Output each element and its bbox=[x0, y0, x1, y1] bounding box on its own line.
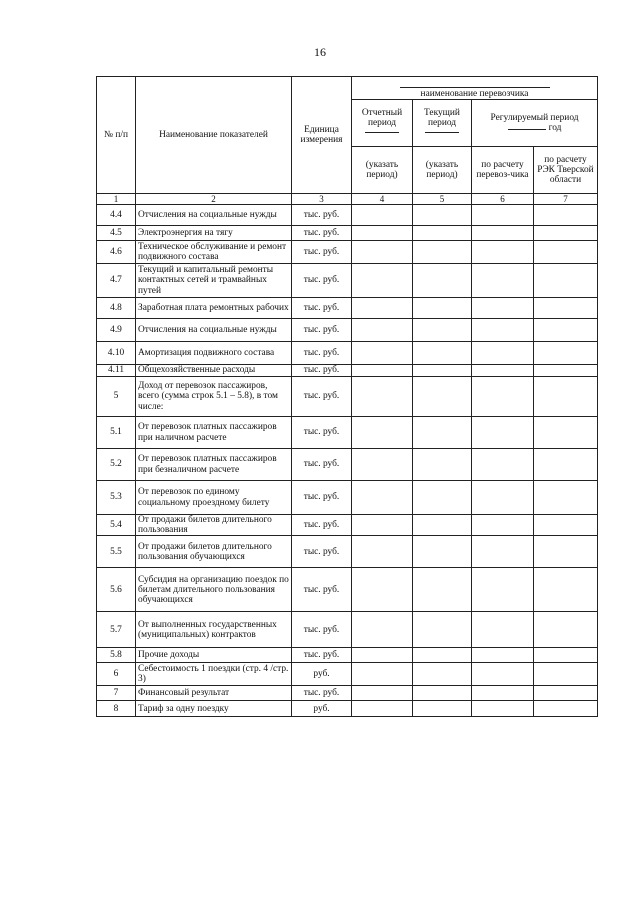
value-cell-col-6[interactable] bbox=[472, 612, 534, 648]
value-cell-col-4[interactable] bbox=[352, 264, 413, 298]
row-name: Заработная плата ремонтных рабочих bbox=[136, 298, 292, 319]
table-row bbox=[97, 342, 598, 365]
value-cell-col-6[interactable] bbox=[472, 342, 534, 365]
header-regulated-period: Регулируемый период год bbox=[472, 100, 598, 147]
row-number: 5.1 bbox=[97, 417, 136, 449]
header-current-period: Текущий период bbox=[413, 100, 472, 147]
row-unit: тыс. руб. bbox=[292, 226, 352, 241]
row-name: От продажи билетов длительного пользования bbox=[136, 515, 292, 536]
table-row bbox=[97, 417, 598, 449]
col-index: 5 bbox=[413, 194, 472, 205]
value-cell-col-7[interactable] bbox=[534, 342, 598, 365]
column-index-row bbox=[97, 194, 598, 205]
header-specify-period-5: (указать период) bbox=[413, 147, 472, 194]
row-number: 8 bbox=[97, 701, 136, 717]
row-name: Субсидия на организацию поездок по билетам длительного пользования обучающихся bbox=[136, 568, 292, 612]
row-unit: тыс. руб. bbox=[292, 205, 352, 226]
table-row bbox=[97, 515, 598, 536]
row-name: Отчисления на социальные нужды bbox=[136, 319, 292, 342]
header-num: № п/п bbox=[97, 77, 136, 194]
value-cell-col-4[interactable] bbox=[352, 205, 413, 226]
value-cell-col-5[interactable] bbox=[413, 417, 472, 449]
report-table bbox=[96, 76, 598, 717]
value-cell-col-6[interactable] bbox=[472, 264, 534, 298]
row-unit: тыс. руб. bbox=[292, 568, 352, 612]
value-cell-col-6[interactable] bbox=[472, 648, 534, 663]
table-row bbox=[97, 481, 598, 515]
row-name: Отчисления на социальные нужды bbox=[136, 205, 292, 226]
value-cell-col-5[interactable] bbox=[413, 365, 472, 377]
value-cell-col-6[interactable] bbox=[472, 226, 534, 241]
row-unit: тыс. руб. bbox=[292, 536, 352, 568]
value-cell-col-7[interactable] bbox=[534, 612, 598, 648]
value-cell-col-4[interactable] bbox=[352, 342, 413, 365]
value-cell-col-6[interactable] bbox=[472, 568, 534, 612]
table-row bbox=[97, 298, 598, 319]
value-cell-col-4[interactable] bbox=[352, 686, 413, 701]
value-cell-col-5[interactable] bbox=[413, 663, 472, 686]
table-row bbox=[97, 663, 598, 686]
row-unit: тыс. руб. bbox=[292, 319, 352, 342]
row-name: От перевозок платных пассажиров при безналичном расчете bbox=[136, 449, 292, 481]
col-index: 7 bbox=[534, 194, 598, 205]
value-cell-col-4[interactable] bbox=[352, 417, 413, 449]
value-cell-col-5[interactable] bbox=[413, 568, 472, 612]
row-number: 5.6 bbox=[97, 568, 136, 612]
header-name: Наименование показателей bbox=[136, 77, 292, 194]
header-carrier-label: наименование перевозчика bbox=[420, 88, 529, 99]
row-name: Доход от перевозок пассажиров, всего (сумма строк 5.1 – 5.8), в том числе: bbox=[136, 377, 292, 417]
row-unit: тыс. руб. bbox=[292, 612, 352, 648]
row-number: 4.6 bbox=[97, 241, 136, 264]
value-cell-col-7[interactable] bbox=[534, 417, 598, 449]
row-name: Тариф за одну поездку bbox=[136, 701, 292, 717]
row-name: От продажи билетов длительного пользования обучающихся bbox=[136, 536, 292, 568]
value-cell-col-6[interactable] bbox=[472, 377, 534, 417]
reporting-blank-line bbox=[365, 132, 399, 133]
row-name: От перевозок по единому социальному проездному билету bbox=[136, 481, 292, 515]
row-unit: руб. bbox=[292, 663, 352, 686]
value-cell-col-7[interactable] bbox=[534, 536, 598, 568]
row-number: 6 bbox=[97, 663, 136, 686]
table-row bbox=[97, 449, 598, 481]
row-number: 4.8 bbox=[97, 298, 136, 319]
header-by-rek: по расчету РЭК Тверской области bbox=[534, 147, 598, 194]
value-cell-col-4[interactable] bbox=[352, 298, 413, 319]
row-name: Себестоимость 1 поездки (стр. 4 /стр. 3) bbox=[136, 663, 292, 686]
value-cell-col-6[interactable] bbox=[472, 449, 534, 481]
row-unit: тыс. руб. bbox=[292, 377, 352, 417]
row-unit: тыс. руб. bbox=[292, 686, 352, 701]
value-cell-col-4[interactable] bbox=[352, 536, 413, 568]
value-cell-col-6[interactable] bbox=[472, 319, 534, 342]
row-unit: тыс. руб. bbox=[292, 365, 352, 377]
col-index: 3 bbox=[292, 194, 352, 205]
value-cell-col-7[interactable] bbox=[534, 298, 598, 319]
row-number: 4.11 bbox=[97, 365, 136, 377]
table-row bbox=[97, 226, 598, 241]
value-cell-col-6[interactable] bbox=[472, 701, 534, 717]
row-number: 4.7 bbox=[97, 264, 136, 298]
value-cell-col-7[interactable] bbox=[534, 226, 598, 241]
header-specify-period-4: (указать период) bbox=[352, 147, 413, 194]
value-cell-col-4[interactable] bbox=[352, 226, 413, 241]
value-cell-col-4[interactable] bbox=[352, 663, 413, 686]
value-cell-col-5[interactable] bbox=[413, 226, 472, 241]
value-cell-col-5[interactable] bbox=[413, 481, 472, 515]
value-cell-col-4[interactable] bbox=[352, 319, 413, 342]
row-unit: тыс. руб. bbox=[292, 417, 352, 449]
value-cell-col-5[interactable] bbox=[413, 515, 472, 536]
col-index: 4 bbox=[352, 194, 413, 205]
row-name: Техническое обслуживание и ремонт подвижного состава bbox=[136, 241, 292, 264]
row-number: 4.9 bbox=[97, 319, 136, 342]
value-cell-col-5[interactable] bbox=[413, 449, 472, 481]
table-row bbox=[97, 686, 598, 701]
value-cell-col-4[interactable] bbox=[352, 701, 413, 717]
value-cell-col-5[interactable] bbox=[413, 536, 472, 568]
value-cell-col-5[interactable] bbox=[413, 298, 472, 319]
value-cell-col-7[interactable] bbox=[534, 449, 598, 481]
row-unit: тыс. руб. bbox=[292, 342, 352, 365]
row-name: Амортизация подвижного состава bbox=[136, 342, 292, 365]
row-number: 5.2 bbox=[97, 449, 136, 481]
value-cell-col-7[interactable] bbox=[534, 701, 598, 717]
table-row bbox=[97, 365, 598, 377]
header-reporting-period: Отчетный период bbox=[352, 100, 413, 147]
row-number: 7 bbox=[97, 686, 136, 701]
row-unit: тыс. руб. bbox=[292, 648, 352, 663]
row-unit: тыс. руб. bbox=[292, 298, 352, 319]
page-number: 16 bbox=[314, 45, 326, 59]
table-row bbox=[97, 536, 598, 568]
value-cell-col-5[interactable] bbox=[413, 377, 472, 417]
table-row bbox=[97, 241, 598, 264]
row-unit: тыс. руб. bbox=[292, 241, 352, 264]
row-name: Электроэнергия на тягу bbox=[136, 226, 292, 241]
row-name: Финансовый результат bbox=[136, 686, 292, 701]
value-cell-col-5[interactable] bbox=[413, 264, 472, 298]
table-row bbox=[97, 319, 598, 342]
value-cell-col-4[interactable] bbox=[352, 648, 413, 663]
row-name: От выполненных государственных (муниципальных) контрактов bbox=[136, 612, 292, 648]
row-unit: тыс. руб. bbox=[292, 515, 352, 536]
value-cell-col-7[interactable] bbox=[534, 515, 598, 536]
row-number: 4.4 bbox=[97, 205, 136, 226]
value-cell-col-6[interactable] bbox=[472, 686, 534, 701]
value-cell-col-6[interactable] bbox=[472, 515, 534, 536]
value-cell-col-5[interactable] bbox=[413, 342, 472, 365]
row-name: Прочие доходы bbox=[136, 648, 292, 663]
header-by-carrier: по расчету перевоз-чика bbox=[472, 147, 534, 194]
value-cell-col-6[interactable] bbox=[472, 298, 534, 319]
table-row bbox=[97, 205, 598, 226]
value-cell-col-4[interactable] bbox=[352, 612, 413, 648]
value-cell-col-4[interactable] bbox=[352, 515, 413, 536]
row-unit: тыс. руб. bbox=[292, 264, 352, 298]
table-row bbox=[97, 648, 598, 663]
value-cell-col-5[interactable] bbox=[413, 612, 472, 648]
value-cell-col-4[interactable] bbox=[352, 449, 413, 481]
row-unit: тыс. руб. bbox=[292, 449, 352, 481]
col-index: 6 bbox=[472, 194, 534, 205]
row-number: 4.10 bbox=[97, 342, 136, 365]
carrier-blank-line bbox=[400, 87, 550, 88]
value-cell-col-6[interactable] bbox=[472, 536, 534, 568]
current-blank-line bbox=[425, 132, 459, 133]
value-cell-col-5[interactable] bbox=[413, 648, 472, 663]
row-number: 5 bbox=[97, 377, 136, 417]
row-unit: тыс. руб. bbox=[292, 481, 352, 515]
header-carrier bbox=[352, 77, 598, 100]
value-cell-col-5[interactable] bbox=[413, 205, 472, 226]
col-index: 1 bbox=[97, 194, 136, 205]
value-cell-col-7[interactable] bbox=[534, 686, 598, 701]
value-cell-col-6[interactable] bbox=[472, 365, 534, 377]
value-cell-col-7[interactable] bbox=[534, 648, 598, 663]
row-number: 4.5 bbox=[97, 226, 136, 241]
row-number: 5.3 bbox=[97, 481, 136, 515]
col-index: 2 bbox=[136, 194, 292, 205]
value-cell-col-7[interactable] bbox=[534, 264, 598, 298]
row-unit: руб. bbox=[292, 701, 352, 717]
value-cell-col-6[interactable] bbox=[472, 663, 534, 686]
value-cell-col-7[interactable] bbox=[534, 365, 598, 377]
value-cell-col-6[interactable] bbox=[472, 205, 534, 226]
row-number: 5.8 bbox=[97, 648, 136, 663]
value-cell-col-6[interactable] bbox=[472, 481, 534, 515]
value-cell-col-7[interactable] bbox=[534, 663, 598, 686]
row-number: 5.4 bbox=[97, 515, 136, 536]
value-cell-col-7[interactable] bbox=[534, 481, 598, 515]
value-cell-col-4[interactable] bbox=[352, 377, 413, 417]
row-number: 5.5 bbox=[97, 536, 136, 568]
table-row bbox=[97, 612, 598, 648]
value-cell-col-7[interactable] bbox=[534, 241, 598, 264]
row-name: Текущий и капитальный ремонты контактных сетей и трамвайных путей bbox=[136, 264, 292, 298]
value-cell-col-7[interactable] bbox=[534, 568, 598, 612]
value-cell-col-5[interactable] bbox=[413, 319, 472, 342]
value-cell-col-7[interactable] bbox=[534, 377, 598, 417]
value-cell-col-4[interactable] bbox=[352, 241, 413, 264]
value-cell-col-6[interactable] bbox=[472, 241, 534, 264]
table-row bbox=[97, 264, 598, 298]
value-cell-col-4[interactable] bbox=[352, 568, 413, 612]
header-unit: Единица измерения bbox=[292, 77, 352, 194]
table-row bbox=[97, 568, 598, 612]
value-cell-col-7[interactable] bbox=[534, 205, 598, 226]
year-blank-line bbox=[508, 129, 546, 130]
value-cell-col-5[interactable] bbox=[413, 701, 472, 717]
value-cell-col-4[interactable] bbox=[352, 481, 413, 515]
row-name: Общехозяйственные расходы bbox=[136, 365, 292, 377]
row-name: От перевозок платных пассажиров при наличном расчете bbox=[136, 417, 292, 449]
value-cell-col-4[interactable] bbox=[352, 365, 413, 377]
value-cell-col-5[interactable] bbox=[413, 686, 472, 701]
table-body bbox=[97, 205, 598, 717]
row-number: 5.7 bbox=[97, 612, 136, 648]
table-row bbox=[97, 377, 598, 417]
value-cell-col-6[interactable] bbox=[472, 417, 534, 449]
value-cell-col-5[interactable] bbox=[413, 241, 472, 264]
table-row bbox=[97, 701, 598, 717]
value-cell-col-7[interactable] bbox=[534, 319, 598, 342]
